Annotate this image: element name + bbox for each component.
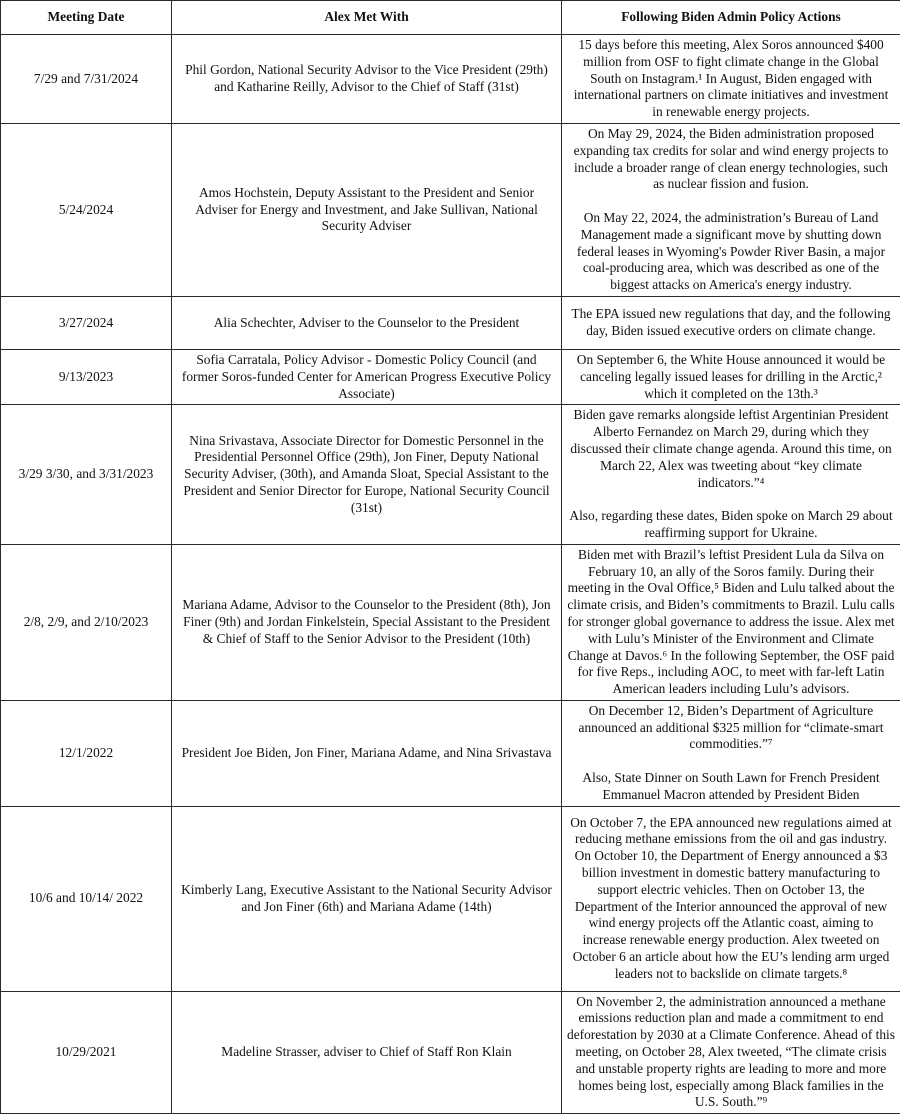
met-with-cell: Amos Hochstein, Deputy Assistant to the President and Senior Adviser for Energy and Investment, and Jake Sullivan, National Security Adviser	[172, 123, 562, 296]
policy-actions-cell: 15 days before this meeting, Alex Soros announced $400 million from OSF to fight climate change in the Global South on Instagram.¹ In August, Biden engaged with international partners on climate initiatives and investment in renewable energy projects.	[562, 35, 900, 124]
table-row	[1, 405, 900, 544]
met-with-cell: Kimberly Lang, Executive Assistant to the National Security Advisor and Jon Finer (6th) and Mariana Adame (14th)	[172, 806, 562, 991]
meeting-date-cell: 5/24/2024	[1, 123, 172, 296]
meeting-date-cell: 12/1/2022	[1, 700, 172, 806]
table-row	[1, 35, 900, 124]
met-with-cell: Madeline Strasser, adviser to Chief of Staff Ron Klain	[172, 991, 562, 1114]
policy-actions-cell: On November 2, the administration announced a methane emissions reduction plan and made a commitment to end deforestation by 2030 at a Climate Conference. Ahead of this meeting, on October 28, Alex tweeted, “The climate crisis and unstable property rights are leading to more and more homes being lost, especially among Black families in the U.S. South.”⁹	[562, 991, 900, 1114]
met-with-cell: President Joe Biden, Jon Finer, Mariana Adame, and Nina Srivastava	[172, 700, 562, 806]
header-policy-actions: Following Biden Admin Policy Actions	[562, 1, 900, 35]
meeting-date-cell: 3/29 3/30, and 3/31/2023	[1, 405, 172, 544]
meeting-date-cell: 3/27/2024	[1, 296, 172, 349]
met-with-cell: Sofia Carratala, Policy Advisor - Domestic Policy Council (and former Soros-funded Center for American Progress Executive Policy Associate)	[172, 349, 562, 404]
policy-actions-cell: On September 6, the White House announced it would be canceling legally issued leases for drilling in the Arctic,² which it completed on the 13th.³	[562, 349, 900, 404]
header-meeting-date: Meeting Date	[1, 1, 172, 35]
meeting-date-cell: 7/29 and 7/31/2024	[1, 35, 172, 124]
meeting-date-cell: 10/29/2021	[1, 991, 172, 1114]
policy-actions-cell: The EPA issued new regulations that day, and the following day, Biden issued executive orders on climate change.	[562, 296, 900, 349]
meeting-date-cell: 9/13/2023	[1, 349, 172, 404]
table-row	[1, 123, 900, 296]
met-with-cell: Alia Schechter, Adviser to the Counselor to the President	[172, 296, 562, 349]
policy-actions-cell: On October 7, the EPA announced new regulations aimed at reducing methane emissions from the oil and gas industry. On October 10, the Department of Energy announced a $3 billion investment in domestic battery manufacturing to support electric vehicles. Then on October 13, the Department of the Interior announced the approval of new wind energy projects off the Atlantic coast, aiming to increase renewable energy production. Alex tweeted on October 6 an article about how the EU’s lending arm urged leaders not to backslide on climate targets.⁸	[562, 806, 900, 991]
policy-actions-cell: Biden gave remarks alongside leftist Argentinian President Alberto Fernandez on March 29, during which they discussed their climate change agenda. Around this time, on March 22, Alex was tweeting about “key climate indicators.”⁴ Also, regarding these dates, Biden spoke on March 29 about reaffirming support for Ukraine.	[562, 405, 900, 544]
table-row	[1, 806, 900, 991]
policy-actions-cell: On December 12, Biden’s Department of Agriculture announced an additional $325 million for “climate-smart commodities.”⁷ Also, State Dinner on South Lawn for French President Emmanuel Macron attended by President Biden	[562, 700, 900, 806]
met-with-cell: Mariana Adame, Advisor to the Counselor to the President (8th), Jon Finer (9th) and Jordan Finkelstein, Special Assistant to the President & Chief of Staff to the Senior Advisor to the President (10th)	[172, 544, 562, 700]
policy-actions-cell: Biden met with Brazil’s leftist President Lula da Silva on February 10, an ally of the Soros family. During their meeting in the Oval Office,⁵ Biden and Lulu talked about the climate crisis, and Biden’s commitments to Brazil. Lulu calls for stronger global governance to address the issue. Alex met with Lulu’s Minister of the Environment and Climate Change at Davos.⁶ In the following September, the OSF paid for five Reps., including AOC, to meet with far-left Latin American leaders including Lulu’s advisors.	[562, 544, 900, 700]
met-with-cell: Nina Srivastava, Associate Director for Domestic Personnel in the Presidential Personnel Office (29th), Jon Finer, Deputy National Security Adviser, (30th), and Amanda Sloat, Special Assistant to the President and Senior Director for Europe, National Security Council (31st)	[172, 405, 562, 544]
met-with-cell: Phil Gordon, National Security Advisor to the Vice President (29th) and Katharine Reilly, Advisor to the Chief of Staff (31st)	[172, 35, 562, 124]
table-row	[1, 296, 900, 349]
table-row	[1, 349, 900, 404]
meeting-date-cell: 10/6 and 10/14/ 2022	[1, 806, 172, 991]
policy-actions-cell: On May 29, 2024, the Biden administration proposed expanding tax credits for solar and wind energy projects to include a broader range of clean energy technologies, such as nuclear fission and fusion. On May 22, 2024, the administration’s Bureau of Land Management made a significant move by shutting down federal leases in Wyoming's Powder River Basin, a major coal-producing area, which was described as one of the biggest attacks on America's energy industry.	[562, 123, 900, 296]
table-row	[1, 991, 900, 1114]
table-row	[1, 700, 900, 806]
header-row	[1, 1, 900, 35]
header-met-with: Alex Met With	[172, 1, 562, 35]
table-row	[1, 544, 900, 700]
meeting-date-cell: 2/8, 2/9, and 2/10/2023	[1, 544, 172, 700]
